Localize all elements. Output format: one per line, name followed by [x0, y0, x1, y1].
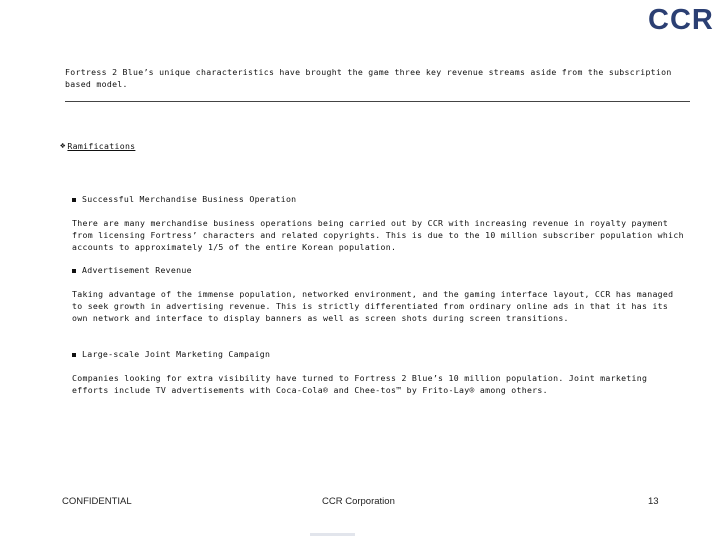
company-logo — [648, 4, 720, 44]
item-body: Taking advantage of the immense population, networked environment, and the gaming interface layout, CCR has managed to seek growth in advertising revenue. This is strictly differentiated from ordinary online ads in that it has its own network and interface to display banners as well as screen shots during screen transitions. — [72, 289, 674, 323]
item-heading — [72, 349, 687, 359]
item-heading — [72, 265, 687, 275]
item-advertisement — [72, 265, 687, 324]
item-heading-text: Large-scale Joint Marketing Campaign — [82, 349, 271, 359]
item-body: Companies looking for extra visibility have turned to Fortress 2 Blue’s 10 million population. Joint marketing efforts include TV advertisements with Coca-Cola® and Chee-tos™ by Frito-Lay® among others. — [72, 373, 648, 395]
intro-text: Fortress 2 Blue’s unique characteristics have brought the game three key revenue streams aside from the subscription based model. — [65, 67, 672, 89]
footer-page-number: 13 — [648, 496, 659, 507]
square-bullet-icon — [72, 269, 76, 273]
footer-mark — [310, 533, 355, 536]
footer-company: CCR Corporation — [322, 496, 395, 507]
square-bullet-icon — [72, 353, 76, 357]
item-joint-marketing — [72, 349, 687, 396]
item-heading-text: Successful Merchandise Business Operation — [82, 194, 297, 204]
footer-confidential: CONFIDENTIAL — [62, 496, 132, 507]
diamond-bullet-icon: ❖ — [60, 141, 66, 151]
item-heading — [72, 194, 687, 204]
logo-text: CCR — [648, 4, 714, 36]
section-title: Ramifications — [67, 141, 136, 151]
square-bullet-icon — [72, 198, 76, 202]
item-merchandise — [72, 194, 687, 253]
item-body: There are many merchandise business operations being carried out by CCR with increasing revenue in royalty payment from licensing Fortress’ characters and related copyrights. This is due to the 10 million subscriber population which accounts to approximately 1/5 of the entire Korean population. — [72, 218, 684, 252]
item-heading-text: Advertisement Revenue — [82, 265, 192, 275]
divider-line — [65, 101, 690, 102]
section-header — [60, 141, 135, 151]
